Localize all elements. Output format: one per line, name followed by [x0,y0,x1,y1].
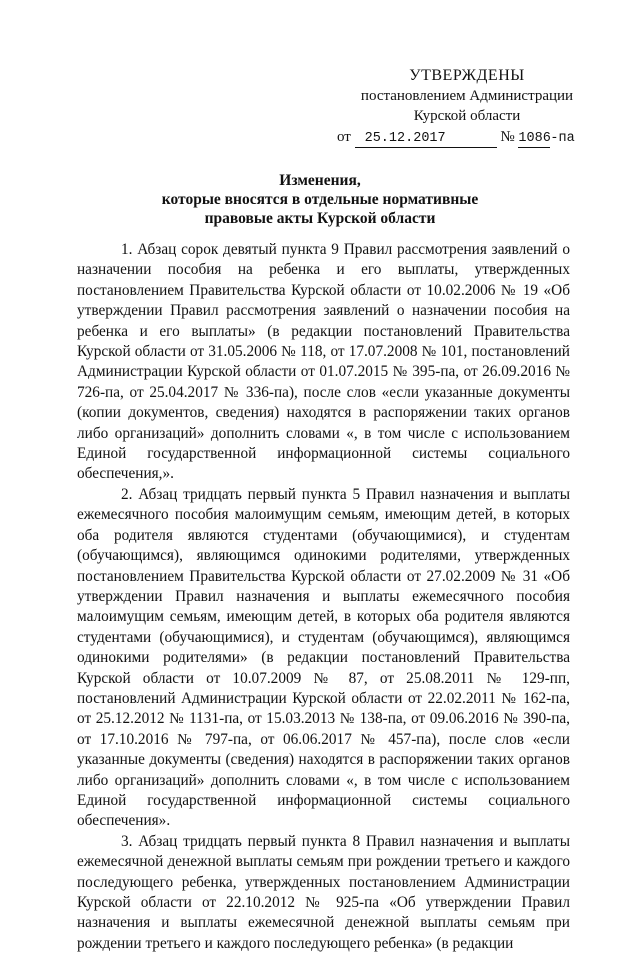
approval-stamp [337,66,597,149]
number-sign: № [500,129,515,145]
approval-date: 25.12.2017 [355,131,497,148]
approval-line-2: Курской области [413,108,521,124]
paragraph-2: 2. Абзац тридцать первый пункта 5 Правил назначения и выплаты ежемесячного пособия малоимущим семьям, имеющим детей, в которых оба родителя являются студентами (обучающимися), и студентам (обучающимся), являющимся одинокими родителями, утвержденных постановлением Правительства Курской области от 27.02.2009 № 31 «Об утверждении Правил назначения и выплаты ежемесячного пособия малоимущим семьям, имеющим детей, в которых оба родителя являются студентами (обучающимися), и студентам (обучающимся), являющимся одинокими родителями» (в редакции постановлений Правительства Курской области от 10.07.2009 № 87, от 25.08.2011 № 129-пп, постановлений Администрации Курской области от 22.02.2011 № 162-па, от 25.12.2012 № 1131-па, от 15.03.2013 № 138-па, от 09.06.2016 № 390-па, от 17.10.2016 № 797-па, от 06.06.2017 № 457-па), после слов «если указанные документы (сведения) находятся в распоряжении таких органов либо организаций» дополнить словами «, в том числе с использованием Единой государственной информационной системы социального обеспечения». [77,485,570,830]
paragraph-3: 3. Абзац тридцать первый пункта 8 Правил назначения и выплаты ежемесячной денежной выплаты семьям при рождении третьего и каждого последующего ребенка, утвержденных постановлением Администрации Курской области от 22.10.2012 № 925-па «Об утверждении Правил назначения и выплаты ежемесячной денежной выплаты семьям при рождении третьего и каждого последующего ребенка» (в редакции [77,832,570,952]
from-label: от [337,129,351,145]
approval-line-1: постановлением Администрации [360,88,574,104]
title-line-1: Изменения, [279,172,361,189]
paragraph-1: 1. Абзац сорок девятый пункта 9 Правил рассмотрения заявлений о назначении пособия на ребенка и его выплаты, утвержденных постановлением Правительства Курской области от 10.02.2006 № 19 «Об утверждении Правил рассмотрения заявлений о назначении пособия на ребенка и его выплаты» (в редакции постановлений Правительства Курской области от 31.05.2006 № 118, от 17.07.2008 № 101, постановлений Администрации Курской области от 01.07.2015 № 395-па, от 26.09.2016 № 726-па, от 25.04.2017 № 336-па), после слов «если указанные документы (копии документов, сведения) находятся в распоряжении таких органов либо организаций» дополнить словами «, в том числе с использованием Единой государственной информационной системы социального обеспечения,». [77,241,570,483]
approval-date-line [337,127,597,149]
title-line-3: правовые акты Курской области [204,210,436,227]
approval-number-suffix: -па [550,131,575,146]
approval-title: УТВЕРЖДЕНЫ [409,67,525,84]
approval-number: 1086 [518,131,551,146]
title-line-2: которые вносятся в отдельные нормативные [161,191,479,208]
document-body [77,240,570,954]
document-title [70,171,570,228]
